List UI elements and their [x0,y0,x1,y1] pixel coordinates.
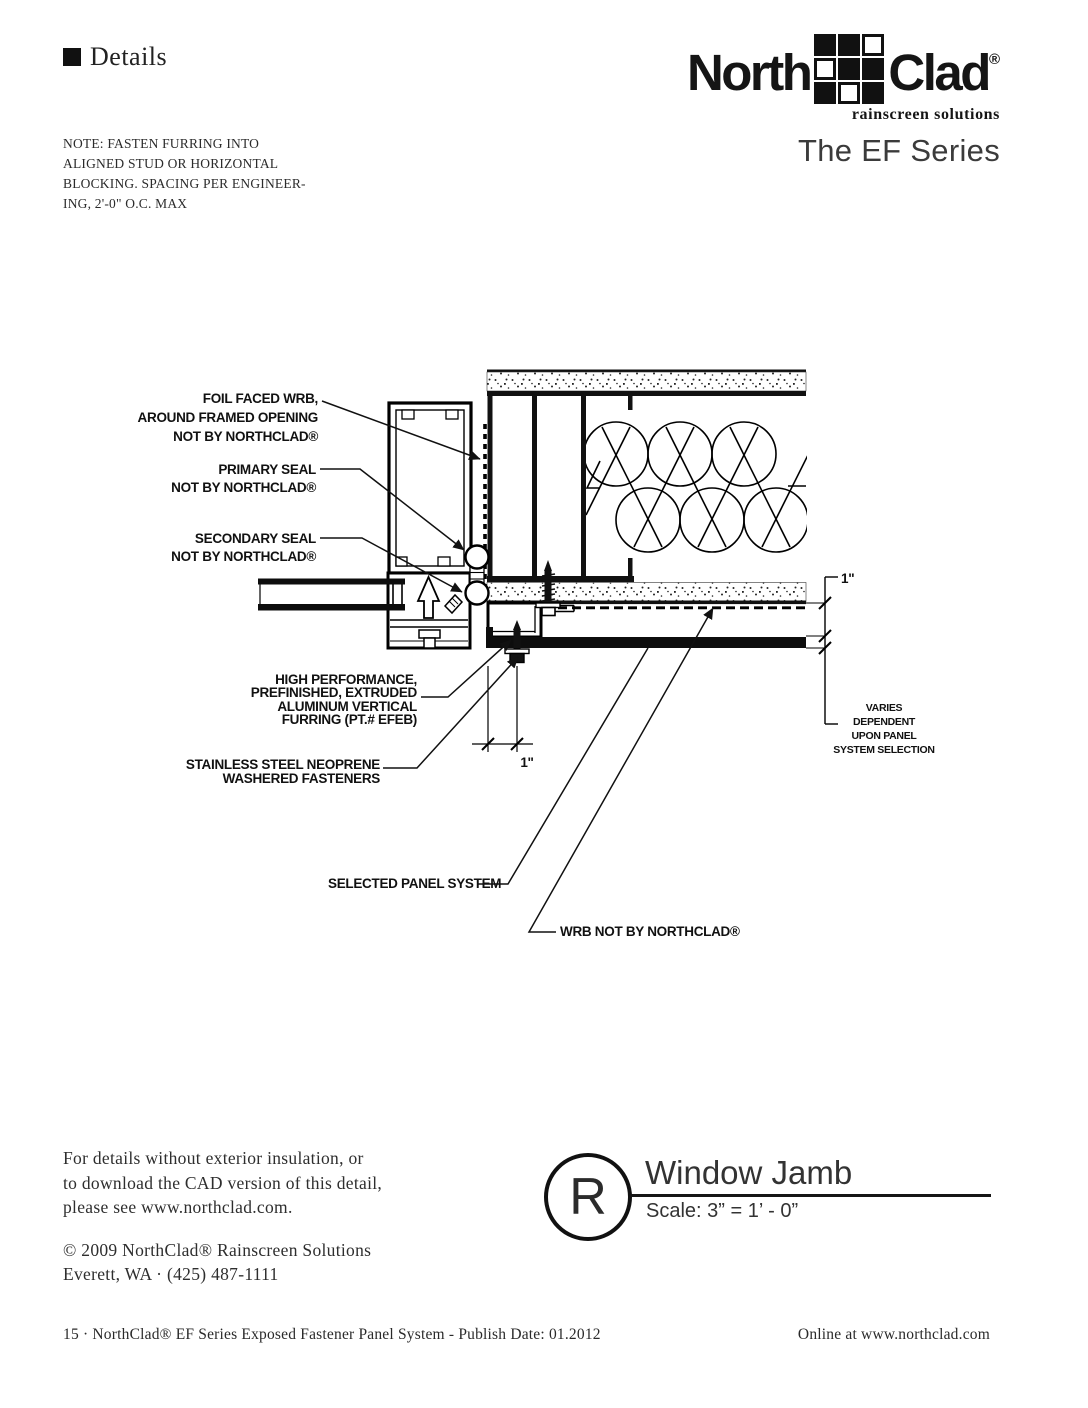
leader-wrb [529,608,713,932]
callout-foil-wrb: FOIL FACED WRB, [202,391,318,406]
logo-word-clad: Clad [888,44,989,101]
svg-text:AROUND FRAMED OPENING: AROUND FRAMED OPENING [137,410,318,425]
footer-publication: 15 · NorthClad® EF Series Exposed Fastener Panel System - Publish Date: 01.2012 [63,1326,601,1343]
title-underline [630,1194,991,1197]
svg-text:UPON PANEL: UPON PANEL [851,730,917,742]
logo-word-north: North [686,44,811,101]
callout-furring: HIGH PERFORMANCE, [275,672,417,687]
detail-title: Window Jamb [645,1154,853,1191]
info-block [63,1146,382,1287]
furring-and-panel [486,603,806,648]
copyright-line: Everett, WA · (425) 487-1111 [63,1264,279,1284]
dim-furring-width: 1" [520,755,534,770]
logo-tagline: rainscreen solutions [851,106,1000,123]
furring-width-dimension [472,666,533,752]
panel-band [486,637,806,648]
footer-website: Online at www.northclad.com [797,1326,990,1343]
svg-text:NOT BY NORTHCLAD®: NOT BY NORTHCLAD® [173,429,318,444]
right-dimension [806,577,838,724]
registered-mark: ® [988,51,1000,68]
info-line: to download the CAD version of this detail, [63,1172,383,1193]
svg-text:DEPENDENT: DEPENDENT [852,716,916,728]
svg-text:ALUMINUM VERTICAL: ALUMINUM VERTICAL [277,699,417,714]
svg-text:SYSTEM SELECTION: SYSTEM SELECTION [833,744,935,756]
batt-insulation [584,422,822,552]
secondary-seal-circle [466,582,489,605]
svg-text:NOT BY NORTHCLAD®: NOT BY NORTHCLAD® [171,549,316,564]
primary-seal-circle [466,546,489,569]
callout-varies: VARIES [865,702,903,714]
callout-primary-seal: PRIMARY SEAL [218,462,316,477]
callout-panel-system: SELECTED PANEL SYSTEM [328,876,502,891]
note-line: BLOCKING. SPACING PER ENGINEER- [63,176,306,191]
copyright-line: © 2009 NorthClad® Rainscreen Solutions [63,1239,372,1260]
detail-reference-bubble [544,1153,632,1241]
callout-wrb: WRB NOT BY NORTHCLAD® [560,924,740,939]
section-title: Details [90,42,168,71]
leader-panel-system [477,648,648,884]
note-line: NOTE: FASTEN FURRING INTO [63,136,260,151]
svg-text:WASHERED FASTENERS: WASHERED FASTENERS [222,771,380,786]
series-title: The EF Series [797,133,1000,168]
svg-text:FURRING (PT.# EFEB): FURRING (PT.# EFEB) [281,712,417,727]
svg-text:PREFINISHED, EXTRUDED: PREFINISHED, EXTRUDED [250,685,417,700]
note-line: ALIGNED STUD OR HORIZONTAL [63,156,279,171]
note-line: ING, 2'-0" O.C. MAX [63,196,188,211]
svg-text:NOT BY NORTHCLAD®: NOT BY NORTHCLAD® [171,480,316,495]
info-line: please see www.northclad.com. [63,1197,293,1217]
callout-fasteners: STAINLESS STEEL NEOPRENE [185,757,380,772]
callout-secondary-seal: SECONDARY SEAL [194,531,316,546]
detail-scale: Scale: 3” = 1’ - 0” [646,1200,799,1222]
info-line: For details without exterior insulation, or [63,1148,364,1168]
detail-reference-letter: R [569,1168,607,1226]
dim-right-offset: 1" [841,571,855,586]
